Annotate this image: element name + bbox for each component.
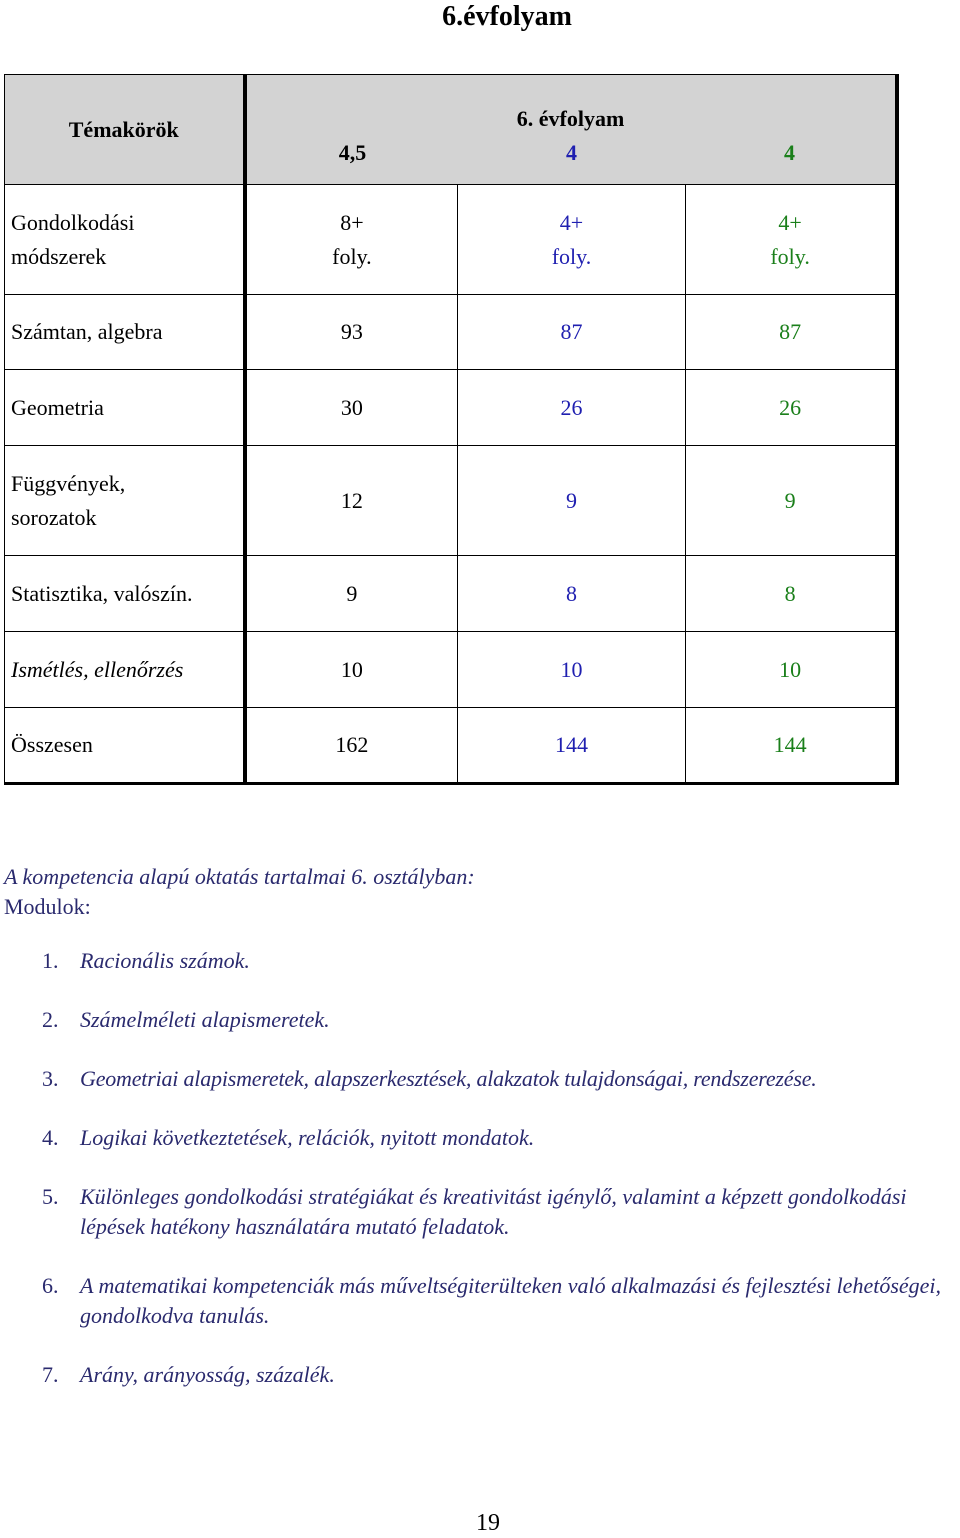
topic-cell [5,446,245,556]
modules-intro: A kompetencia alapú oktatás tartalmai 6. osztályban: [4,864,475,889]
value-line: foly. [551,243,592,269]
value-cell: 26 [685,370,896,446]
value-line: 4+ [778,209,802,235]
modules-list [4,946,960,1390]
page-number: 19 [476,1510,500,1536]
header-topics-label: Témakörök [68,116,179,142]
page-title: 6.évfolyam [442,1,572,32]
list-item-text: Geometriai alapismeretek, alapszerkesztések, alakzatok tulajdonságai, rendszerezése. [80,1066,817,1091]
value-cell: 26 [458,370,685,446]
header-grade [245,75,897,185]
list-item-text: Logikai következtetések, relációk, nyitott mondatok. [80,1125,535,1150]
list-item [4,946,960,976]
list-item-number: 5. [42,1184,59,1209]
modules-heading: Modulok: [4,894,91,919]
list-item-text: Arány, arányosság, százalék. [80,1362,335,1387]
list-item-text: A matematikai kompetenciák más műveltségiterülteken való alkalmazási és fejlesztési lehetőségei, gondolkodva tanulás. [80,1273,942,1328]
value-cell: 87 [458,295,685,370]
curriculum-table [4,74,899,785]
topic-cell: Számtan, algebra [5,295,245,370]
table-row [5,295,897,370]
table-row [5,370,897,446]
value-cell: 144 [458,708,685,784]
list-item [4,1123,960,1153]
topic-cell: Statisztika, valószín. [5,556,245,632]
table-row [5,632,897,708]
value-cell [245,185,458,295]
header-hours-1: 4,5 [338,139,367,165]
list-item-text: Racionális számok. [80,948,250,973]
value-cell: 9 [245,556,458,632]
table-header-row [5,75,897,185]
list-item-text: Számelméleti alapismeretek. [80,1007,330,1032]
list-item-number: 3. [42,1066,59,1091]
modules-section [4,862,954,1387]
value-cell: 10 [245,632,458,708]
topic-cell [5,185,245,295]
header-hours-3: 4 [784,139,795,165]
list-item [4,1360,960,1390]
topic-cell: Összesen [5,708,245,784]
list-item-number: 4. [42,1125,59,1150]
topic-cell: Geometria [5,370,245,446]
value-cell: 30 [245,370,458,446]
header-topics [5,75,245,185]
header-hours [247,136,895,170]
value-cell: 162 [245,708,458,784]
value-cell: 144 [685,708,896,784]
value-cell: 8 [685,556,896,632]
value-cell: 10 [685,632,896,708]
value-cell: 12 [245,446,458,556]
topic-cell: Ismétlés, ellenőrzés [5,632,245,708]
list-item-number: 6. [42,1273,59,1298]
list-item-text: Különleges gondolkodási stratégiákat és kreativitást igénylő, valamint a képzett gondolkodási lépések hatékony használatára mutató feladatok. [80,1184,907,1239]
topic-line: Függvények, [11,470,126,496]
topic-line: módszerek [11,243,107,269]
value-cell: 10 [458,632,685,708]
list-item [4,1005,960,1035]
value-cell: 93 [245,295,458,370]
list-item-number: 2. [42,1007,59,1032]
list-item [4,1182,960,1242]
value-cell [685,185,896,295]
table-row [5,446,897,556]
value-line: foly. [770,243,810,269]
list-item [4,1271,960,1331]
value-line: 4+ [559,209,584,235]
topic-line: Gondolkodási [11,209,135,235]
table-row [5,556,897,632]
header-hours-2: 4 [566,139,577,165]
topic-line: sorozatok [11,504,97,530]
value-cell [458,185,685,295]
list-item [4,1064,960,1094]
value-cell: 8 [458,556,685,632]
list-item-number: 7. [42,1362,59,1387]
value-line: foly. [332,243,372,269]
value-cell: 9 [458,446,685,556]
value-line: 8+ [340,209,364,235]
table-row-total [5,708,897,784]
value-cell: 9 [685,446,896,556]
header-grade-label: 6. évfolyam [516,105,625,131]
table-row [5,185,897,295]
value-cell: 87 [685,295,896,370]
list-item-number: 1. [42,948,59,973]
